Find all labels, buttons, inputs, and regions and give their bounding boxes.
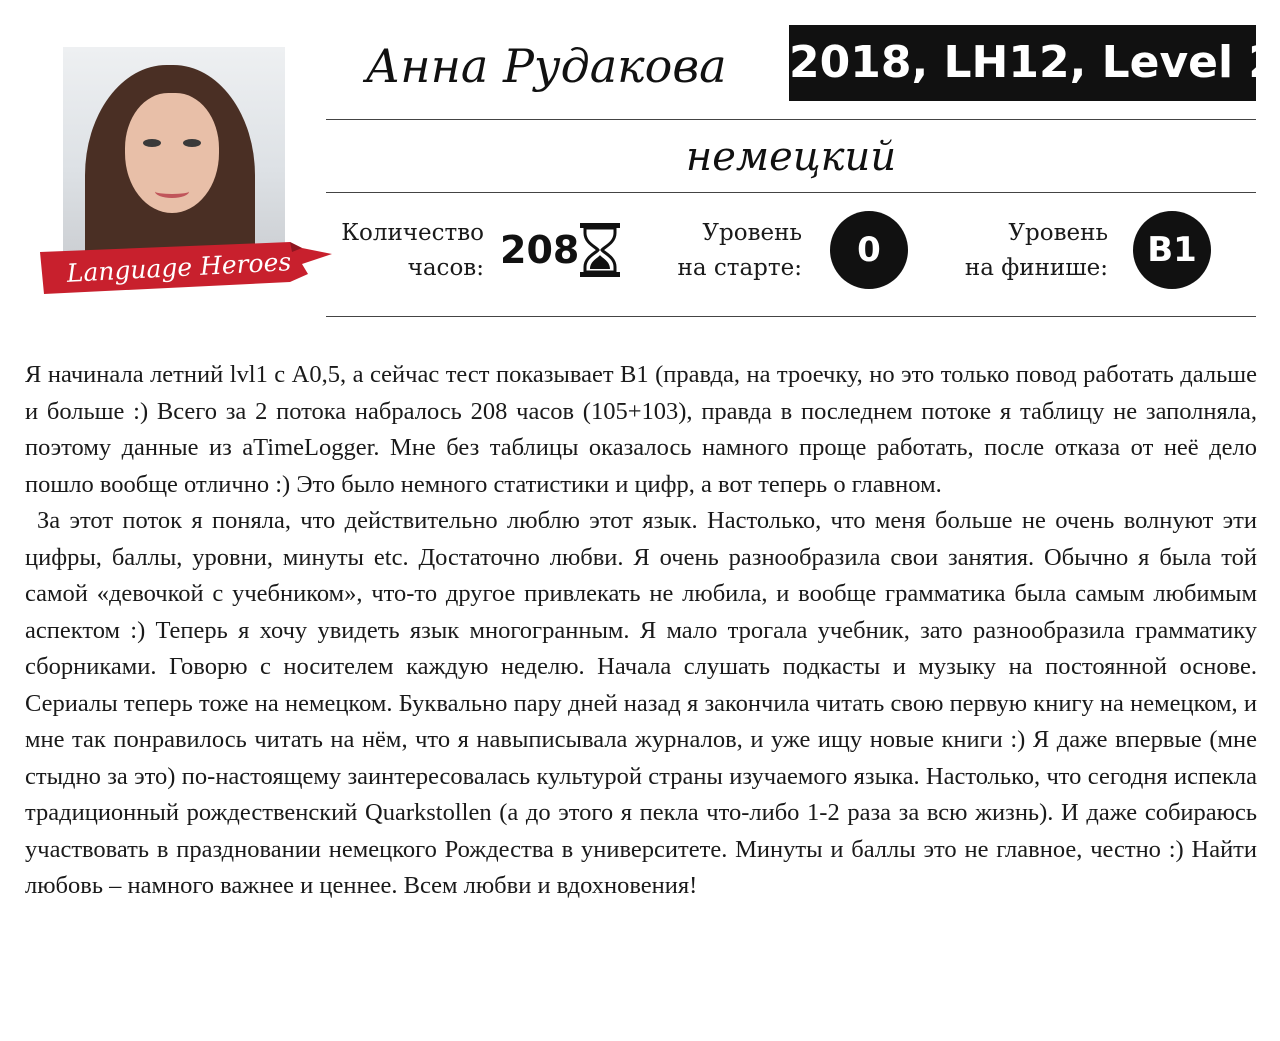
story-paragraph-1: Я начинала летний lvl1 с А0,5, а сейчас тест показывает B1 (правда, на троечку, но это только повод работать дальше и больше :) Всего за 2 потока набралось 208 часов (105+103), правда в последнем потоке я таблицу не заполняла, поэтому данные из aTimeLogger. Мне без таблицы оказалось намного проще работать, после отказа от неё дело пошло вообще отлично :) Это было немного статистики и цифр, а вот теперь о главном. (25, 361, 1257, 498)
start-level-label (640, 216, 802, 286)
participant-name: Анна Рудакова (365, 39, 727, 93)
start-label-line2: на старте: (677, 255, 802, 281)
divider-bottom (326, 316, 1256, 317)
language-heroes-ribbon (40, 238, 332, 298)
hours-label-line2: часов: (407, 255, 484, 281)
hourglass-icon (578, 221, 622, 279)
story-text (25, 357, 1257, 1017)
divider-middle (326, 192, 1256, 193)
photo-eye-left (143, 139, 161, 147)
hours-label (326, 216, 484, 286)
start-label-line1: Уровень (702, 220, 802, 246)
hours-label-line1: Количество (341, 220, 484, 246)
ribbon-text: Language Heroes (66, 247, 292, 288)
photo-mouth (155, 185, 189, 198)
divider-top (326, 119, 1256, 120)
story-paragraph-2: За этот поток я поняла, что действительно люблю этот язык. Настолько, что меня больше не очень волнуют эти цифры, баллы, уровни, минуты etc. Достаточно любви. Я очень разнообразила свои занятия. Обычно я была той самой «девочкой с учебником», что-то другое привлекать не любила, и вообще грамматика была самым любимым аспектом :) Теперь я хочу увидеть язык многогранным. Я мало трогала учебник, зато разнообразила грамматику сборниками. Говорю с носителем каждую неделю. Начала слушать подкасты и музыку на постоянной основе. Сериалы теперь тоже на немецком. Буквально пару дней назад я закончила читать свою первую книгу на немецком, и мне так понравилось читать на нём, что я навыписывала журналов, и уже ищу новые книги :) Я даже впервые (мне стыдно за это) по-настоящему заинтересовалась культурой страны изучаемого языка. Настолько, что сегодня испекла традиционный рождественский Quarkstollen (а до этого я пекла что-либо 1-2 раза за всю жизнь). И даже собираюсь участвовать в праздновании немецкого Рождества в университете. Минуты и баллы это не главное, честно :) Найти любовь – намного важнее и ценнее. Всем любви и вдохновения! (25, 507, 1257, 899)
language-title: немецкий (685, 134, 897, 180)
finish-label-line2: на финише: (964, 255, 1108, 281)
finish-level-label (928, 216, 1108, 286)
finish-level-badge: B1 (1133, 211, 1211, 289)
finish-label-line1: Уровень (1008, 220, 1108, 246)
hours-value: 208 (500, 228, 580, 272)
photo-eye-right (183, 139, 201, 147)
start-level-badge: 0 (830, 211, 908, 289)
cohort-badge: 2018, LH12, Level 2 (789, 25, 1256, 101)
